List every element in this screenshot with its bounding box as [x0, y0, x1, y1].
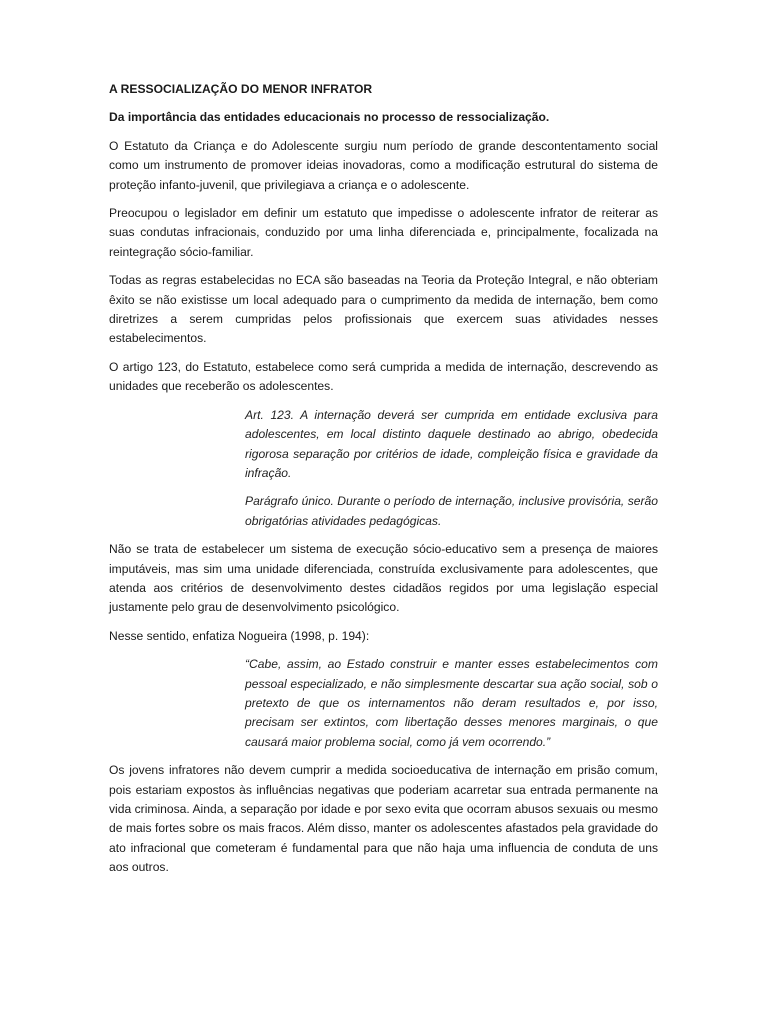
- quote-nogueira: “Cabe, assim, ao Estado construir e manter esses estabelecimentos com pessoal especializado, e não simplesmente descartar sua ação social, sob o pretexto de que os internamentos não deram resultados e, por isso, precisam ser extintos, com libertação desses menores marginais, o que causará maior problema social, como já vem ocorrendo.”: [245, 657, 658, 749]
- paragraph-sistema-execucao: Não se trata de estabelecer um sistema de execução sócio-educativo sem a presença de maiores imputáveis, mas sim uma unidade diferenciada, construída exclusivamente para adolescentes, que atenda aos critérios de desenvolvimento destes cidadãos regidos por uma legislação especial justamente pelo grau de desenvolvimento psicológico.: [109, 542, 658, 615]
- paragraph-artigo-123: O artigo 123, do Estatuto, estabelece como será cumprida a medida de internação, descrevendo as unidades que receberão os adolescentes.: [109, 359, 658, 394]
- paragraph-legislador: Preocupou o legislador em definir um estatuto que impedisse o adolescente infrator de reiterar as suas condutas infracionais, conduzido por uma linha diferenciada e, principalmente, focalizada na reintegração sócio-familiar.: [109, 206, 658, 259]
- paragraph-jovens-infratores: Os jovens infratores não devem cumprir a medida socioeducativa de internação em prisão comum, pois estariam expostos às influências negativas que poderiam acarretar sua entrada permanente na vida criminosa. Ainda, a separação por idade e por sexo evita que ocorram abusos sexuais ou mesmo de mais fortes sobre os mais fracos. Além disso, manter os adolescentes afastados pela gravidade do ato infracional que cometeram é fundamental para que não haja uma influencia de conduta de uns aos outros.: [109, 763, 658, 875]
- document-subtitle: Da importância das entidades educacionais no processo de ressocialização.: [109, 110, 550, 125]
- quote-article-123: Art. 123. A internação deverá ser cumprida em entidade exclusiva para adolescentes, em local distinto daquele destinado ao abrigo, obedecida rigorosa separação por critérios de idade, compleição física e gravidade da infração.: [245, 407, 658, 480]
- paragraph-nogueira-lead: Nesse sentido, enfatiza Nogueira (1998, p. 194):: [109, 628, 370, 643]
- paragraph-estatuto-origin: O Estatuto da Criança e do Adolescente surgiu num período de grande descontentamento social como um instrumento de promover ideias inovadoras, como a modificação estrutural do sistema de proteção infanto-juvenil, que privilegiava a criança e o adolescente.: [109, 138, 658, 192]
- document-page: [109, 80, 658, 887]
- document-title: A RESSOCIALIZAÇÃO DO MENOR INFRATOR: [109, 82, 373, 96]
- quote-paragrafo-unico: Parágrafo único. Durante o período de internação, inclusive provisória, serão obrigatórias atividades pedagógicas.: [245, 494, 658, 528]
- paragraph-eca-rules: Todas as regras estabelecidas no ECA são baseadas na Teoria da Proteção Integral, e não obteriam êxito se não existisse um local adequado para o cumprimento da medida de internação, bem como diretrizes a serem cumpridas pelos profissionais que exercem suas atividades nesses estabelecimentos.: [109, 273, 658, 346]
